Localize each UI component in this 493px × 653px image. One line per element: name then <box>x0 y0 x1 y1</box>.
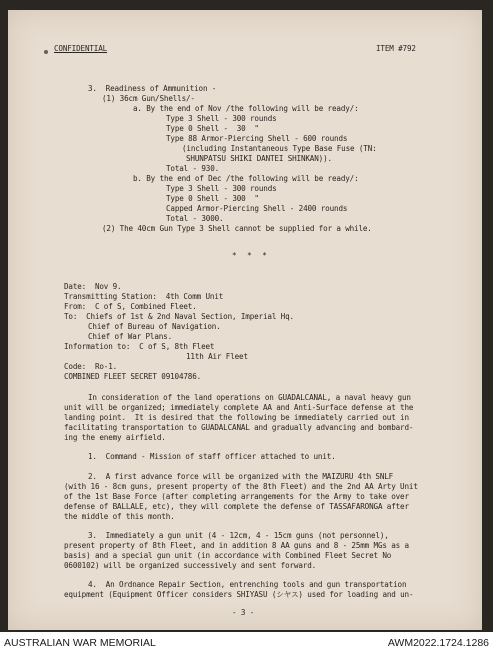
body-line: landing point. It is desired that the following be immediately carried out in <box>64 413 409 422</box>
message-line: Chief of Bureau of Navigation. <box>88 322 221 331</box>
section-line: Type 0 Shell - 300 " <box>166 194 259 203</box>
section-line: (including Instantaneous Type Base Fuse (TN: <box>182 144 377 153</box>
body-line: (with 16 - 8cm guns, present property of the 8th Fleet) and the 2nd AA Arty Unit <box>64 482 418 491</box>
section-line: Capped Armor-Piercing Shell - 2400 rounds <box>166 204 348 213</box>
separator: * * * <box>232 251 270 260</box>
body-line: 3. Immediately a gun unit (4 - 12cm, 4 - 15cm guns (not personnel), <box>88 531 389 540</box>
footer-institution: AUSTRALIAN WAR MEMORIAL <box>4 637 156 649</box>
section-line: SHUNPATSU SHIKI DANTEI SHINKAN)). <box>186 154 332 163</box>
body-line: 1. Command - Mission of staff officer attached to unit. <box>88 452 336 461</box>
message-line: COMBINED FLEET SECRET 09104786. <box>64 372 202 381</box>
message-line: Code: Ro-1. <box>64 362 118 371</box>
message-line: Transmitting Station: 4th Comm Unit <box>64 292 224 301</box>
body-line: unit will be organized; immediately complete AA and Anti-Surface defense at the <box>64 403 414 412</box>
body-line: facilitating transportation to GUADALCANAL and gradually advancing and bombard- <box>64 423 414 432</box>
body-line: present property of 8th Fleet, and in addition 8 AA guns and 8 - 25mm MGs as a <box>64 541 409 550</box>
classification-label: CONFIDENTIAL <box>54 44 108 53</box>
archive-footer <box>0 632 493 653</box>
body-line: the middle of this month. <box>64 512 175 521</box>
body-line: ing the enemy airfield. <box>64 433 166 442</box>
body-line: equipment (Equipment Officer considers SHIYASU (シヤス) used for loading and un- <box>64 590 414 599</box>
section-heading: 3. Readiness of Ammunition - <box>88 84 217 93</box>
section-line: a. By the end of Nov /the following will be ready/: <box>133 104 359 113</box>
message-line: Information to: C of S, 8th Fleet <box>64 342 215 351</box>
section-line: b. By the end of Dec /the following will be ready/: <box>133 174 359 183</box>
section-line: Total - 930. <box>166 164 220 173</box>
section-line: Type 3 Shell - 300 rounds <box>166 114 277 123</box>
body-line: 4. An Ordnance Repair Section, entrenching tools and gun transportation <box>88 580 407 589</box>
item-number: ITEM #792 <box>376 44 416 53</box>
section-line: Type 88 Armor-Piercing Shell - 600 rounds <box>166 134 348 143</box>
staple-mark <box>44 50 48 54</box>
message-line: Chief of War Plans. <box>88 332 173 341</box>
body-line: defense of BALLALE, etc), they will complete the defense of TASSAFARONGA after <box>64 502 409 511</box>
section-line: (2) The 40cm Gun Type 3 Shell cannot be supplied for a while. <box>102 224 372 233</box>
message-line: To: Chiefs of 1st & 2nd Naval Section, Imperial Hq. <box>64 312 294 321</box>
message-line: 11th Air Fleet <box>186 352 248 361</box>
body-line: basis) and a special gun unit (in accordance with Combined Fleet Secret No <box>64 551 392 560</box>
body-line: 0600102) will be organized successively and sent forward. <box>64 561 317 570</box>
section-line: Type 3 Shell - 300 rounds <box>166 184 277 193</box>
message-line: From: C of S, Combined Fleet. <box>64 302 197 311</box>
footer-accession-number: AWM2022.1724.1286 <box>387 637 489 649</box>
page-number: - 3 - <box>232 608 255 617</box>
body-line: In consideration of the land operations on GUADALCANAL, a naval heavy gun <box>88 393 411 402</box>
section-line: Type 0 Shell - 30 " <box>166 124 259 133</box>
section-line: Total - 3000. <box>166 214 224 223</box>
section-line: (1) 36cm Gun/Shells/- <box>102 94 195 103</box>
body-line: of the 1st Base Force (after completing arrangements for the Army to take over <box>64 492 409 501</box>
body-line: 2. A first advance force will be organized with the MAIZURU 4th SNLF <box>88 472 394 481</box>
message-line: Date: Nov 9. <box>64 282 122 291</box>
